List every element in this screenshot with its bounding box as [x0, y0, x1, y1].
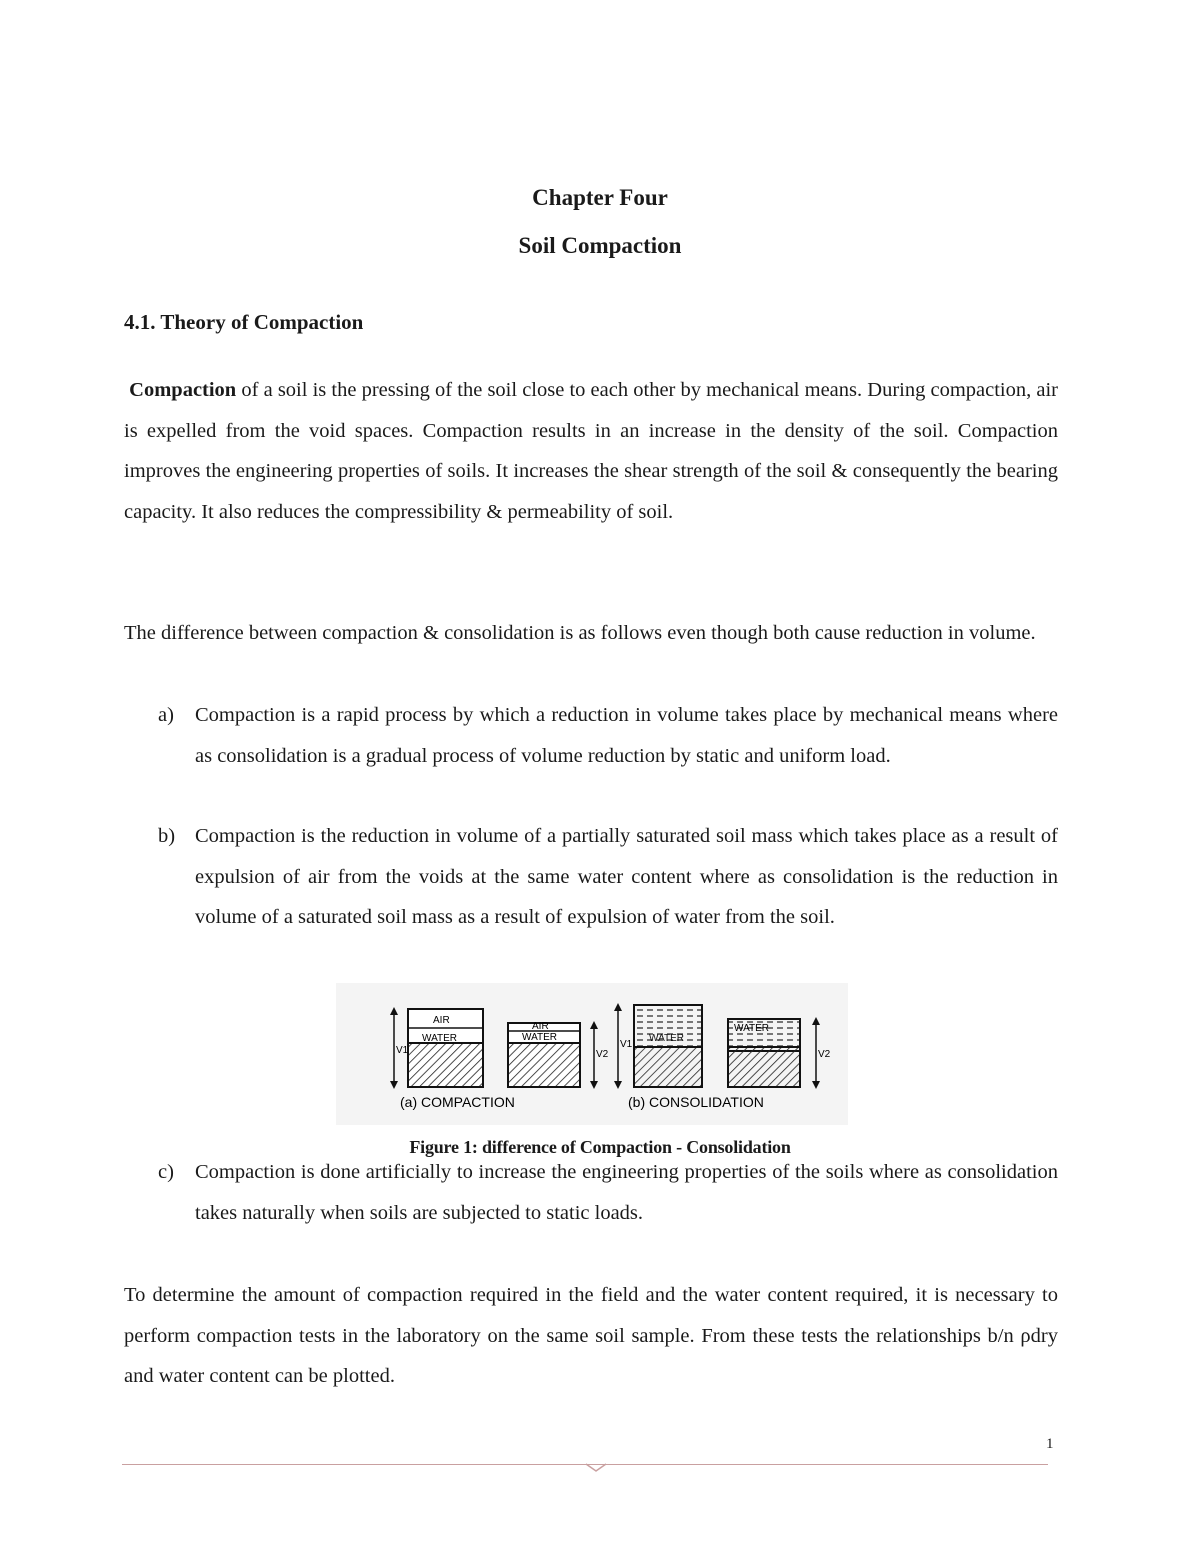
volume-label: V1: [396, 1045, 409, 1056]
list-marker: b): [158, 825, 176, 847]
page-number: 1: [1046, 1436, 1054, 1452]
footer-ornament-icon: [584, 1463, 608, 1473]
water-label: WATER: [522, 1032, 557, 1043]
list-item: [124, 1152, 1058, 1233]
list-item: [124, 816, 1058, 938]
volume-label: V1: [620, 1039, 633, 1050]
intro-paragraph: [124, 370, 1058, 532]
air-label: AIR: [532, 1021, 549, 1032]
chapter-subtitle: Soil Compaction: [518, 233, 682, 258]
water-label: WATER: [422, 1033, 457, 1044]
chapter-title: Chapter Four: [532, 185, 668, 210]
panel-b-label: (b) CONSOLIDATION: [628, 1094, 764, 1110]
water-label: WATER: [649, 1033, 684, 1044]
volume-label: V2: [818, 1049, 831, 1060]
intro-text: of a soil is the pressing of the soil close to each other by mechanical means. During compaction, air is expelled from the void spaces. Compaction results in an increase in the density of the soil. Compaction improves the engineering properties of soils. It increases the shear strength of the soil & consequently the bearing capacity. It also reduces the compressibility & permeability of soil.: [124, 379, 1059, 523]
list-item-text: Compaction is the reduction in volume of a partially saturated soil mass which takes place as a result of expulsion of air from the voids at the same water content where as consolidation is the reduction in volume of a saturated soil mass as a result of expulsion of water from the soil.: [195, 825, 1058, 928]
figure-caption: Figure 1: difference of Compaction - Consolidation: [409, 1137, 791, 1157]
air-label: AIR: [433, 1015, 450, 1026]
compaction-consolidation-figure: [336, 983, 848, 1125]
list-marker: c): [158, 1161, 174, 1183]
panel-a-label: (a) COMPACTION: [400, 1094, 515, 1110]
list-marker: a): [158, 704, 174, 726]
list-item-text: Compaction is a rapid process by which a reduction in volume takes place by mechanical means where as consolidation is a gradual process of volume reduction by static and uniform load.: [195, 704, 1058, 767]
closing-paragraph: To determine the amount of compaction required in the field and the water content required, it is necessary to perform compaction tests in the laboratory on the same soil sample. From these tests the relationships b/n ρdry and water content can be plotted.: [124, 1284, 1058, 1387]
list-item-text: Compaction is done artificially to increase the engineering properties of the soils where as consolidation takes naturally when soils are subjected to static loads.: [195, 1161, 1058, 1224]
list-item: [124, 695, 1058, 776]
volume-label: V2: [596, 1049, 609, 1060]
difference-intro: The difference between compaction & consolidation is as follows even though both cause reduction in volume.: [124, 622, 1036, 644]
intro-term: Compaction: [129, 379, 237, 401]
water-label: WATER: [734, 1023, 769, 1034]
section-heading: 4.1. Theory of Compaction: [124, 310, 364, 334]
